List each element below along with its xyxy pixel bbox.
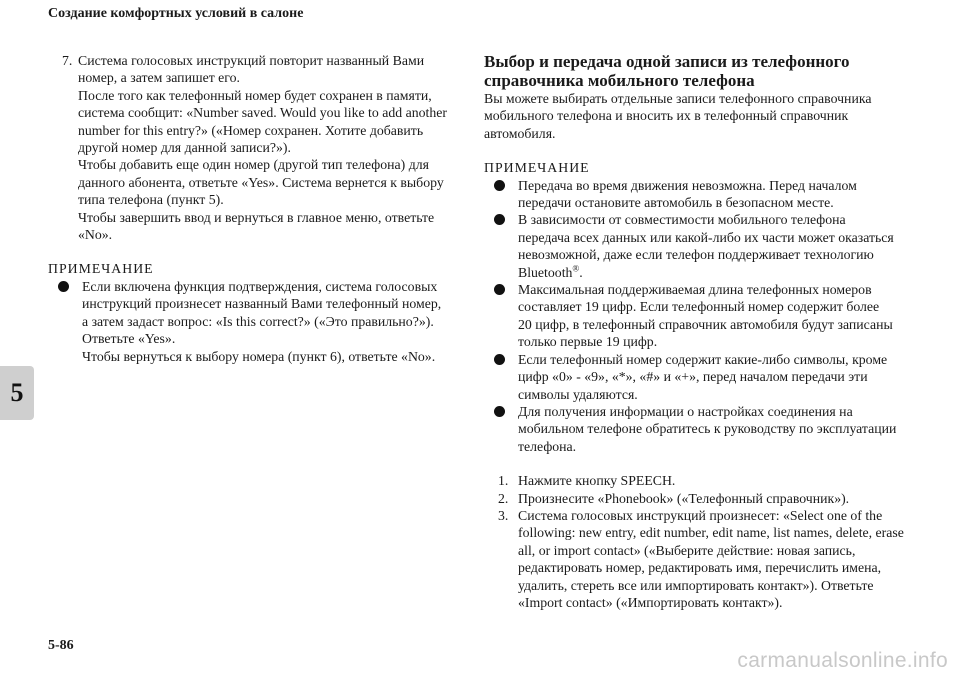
bluetooth-text: Bluetooth xyxy=(518,264,573,280)
text-line: «No». xyxy=(78,227,113,243)
right-column xyxy=(484,52,904,611)
text-line: После того как телефонный номер будет сохранен в памяти, xyxy=(78,87,432,103)
text-line: Произнесите «Phonebook» («Телефонный справочник»). xyxy=(518,490,850,506)
note-heading: ПРИМЕЧАНИЕ xyxy=(484,160,590,176)
note-bullet xyxy=(484,403,897,455)
step-2 xyxy=(484,490,892,507)
note-bullet xyxy=(484,211,892,281)
text-line: телефона. xyxy=(518,438,577,454)
text-line: Максимальная поддерживаемая длина телефонных номеров xyxy=(518,282,872,298)
text-line: «Import contact» («Импортировать контакт»). xyxy=(518,594,783,610)
note-bullet xyxy=(484,177,892,212)
text-line: система сообщит: «Number saved. Would you like to add another xyxy=(78,105,447,121)
step-1 xyxy=(484,472,892,489)
text-line: Ответьте «Yes». xyxy=(82,331,176,347)
step-7 xyxy=(48,52,447,243)
bullet-icon xyxy=(494,180,505,191)
step-number: 7. xyxy=(62,53,73,68)
left-column xyxy=(48,52,447,365)
text-line: Нажмите кнопку SPEECH. xyxy=(518,473,676,489)
step-number: 1. xyxy=(498,473,509,489)
text-line: all, or import contact» («Выберите действие: новая запись, xyxy=(518,542,856,558)
watermark: carmanualsonline.info xyxy=(737,649,948,672)
text-line: following: new entry, edit number, edit name, list names, delete, erase xyxy=(518,525,904,541)
text-line: другой номер для данной записи?»). xyxy=(78,140,291,156)
text-line: невозможной, даже если телефон поддерживает технологию xyxy=(518,247,874,263)
bullet-icon xyxy=(494,284,505,295)
text-line: данного абонента, ответьте «Yes». Система вернется к выбору xyxy=(78,174,444,190)
text-line: передачи остановите автомобиль в безопасном месте. xyxy=(518,195,834,211)
text-line: Чтобы завершить ввод и вернуться в главное меню, ответьте xyxy=(78,209,435,225)
title-line: справочника мобильного телефона xyxy=(484,71,755,90)
section-title xyxy=(484,52,892,90)
step-number: 3. xyxy=(498,507,509,523)
step-number: 2. xyxy=(498,490,509,506)
text-line: Для получения информации о настройках соединения на xyxy=(518,403,853,419)
note-heading: ПРИМЕЧАНИЕ xyxy=(48,261,154,277)
page-number: 5-86 xyxy=(48,638,74,653)
bullet-icon xyxy=(494,354,505,365)
note-bullet xyxy=(484,351,892,403)
text-line xyxy=(518,264,892,281)
text-line: Передача во время движения невозможна. Перед началом xyxy=(518,177,857,193)
text-line: составляет 19 цифр. Если телефонный номер содержит более xyxy=(518,299,880,315)
text-line: В зависимости от совместимости мобильного телефона xyxy=(518,212,846,228)
title-line: Выбор и передача одной записи из телефонного xyxy=(484,52,850,71)
text-line: 20 цифр, в телефонный справочник автомобиля будут записаны xyxy=(518,316,893,332)
step-3 xyxy=(484,507,904,611)
chapter-tab xyxy=(0,366,34,420)
intro-paragraph xyxy=(484,90,892,142)
text-line: передача всех данных или какой-либо их части может оказаться xyxy=(518,229,894,245)
text-line: Чтобы вернуться к выбору номера (пункт 6), ответьте «No». xyxy=(82,348,436,364)
text-line: мобильного телефона и вносить их в телефонный справочник xyxy=(484,108,849,124)
chapter-number: 5 xyxy=(10,378,24,407)
note-bullet xyxy=(48,278,443,365)
running-header: Создание комфортных условий в салоне xyxy=(48,6,304,21)
text-line: мобильном телефоне обратитесь к руководству по эксплуатации xyxy=(518,421,897,437)
spacer xyxy=(484,455,892,472)
text-line: символы удаляются. xyxy=(518,386,638,402)
text-line: Вы можете выбирать отдельные записи телефонного справочника xyxy=(484,91,872,106)
text-line: редактировать номер, редактировать имя, перечислить имена, xyxy=(518,560,882,576)
note-bullet xyxy=(484,281,892,351)
bullet-icon xyxy=(494,214,505,225)
text-line: автомобиля. xyxy=(484,125,556,141)
text-line: цифр «0» - «9», «*», «#» и «+», перед началом передачи эти xyxy=(518,369,868,385)
text-line: number for this entry?» («Номер сохранен. Хотите добавить xyxy=(78,122,424,138)
bullet-icon xyxy=(494,406,505,417)
text-line: только первые 19 цифр. xyxy=(518,334,658,350)
text-line: удалить, стереть все или импортировать контакт»). Ответьте xyxy=(518,577,874,593)
text-line: Если включена функция подтверждения, система голосовых xyxy=(82,278,438,294)
text-line: Чтобы добавить еще один номер (другой тип телефона) для xyxy=(78,157,429,173)
text-line: Система голосовых инструкций повторит названный Вами xyxy=(78,53,425,68)
text-line: Система голосовых инструкций произнесет: «Select one of the xyxy=(518,507,883,523)
text-line: а затем задаст вопрос: «Is this correct?» («Это правильно?»). xyxy=(82,313,434,329)
text-line: инструкций произнесет названный Вами телефонный номер, xyxy=(82,296,442,312)
text-line: типа телефона (пункт 5). xyxy=(78,192,224,208)
text-line: Если телефонный номер содержит какие-либо символы, кроме xyxy=(518,351,888,367)
bullet-icon xyxy=(58,281,69,292)
text-line: номер, а затем запишет его. xyxy=(78,70,240,86)
period: . xyxy=(579,264,583,280)
registered-mark: ® xyxy=(572,263,580,274)
